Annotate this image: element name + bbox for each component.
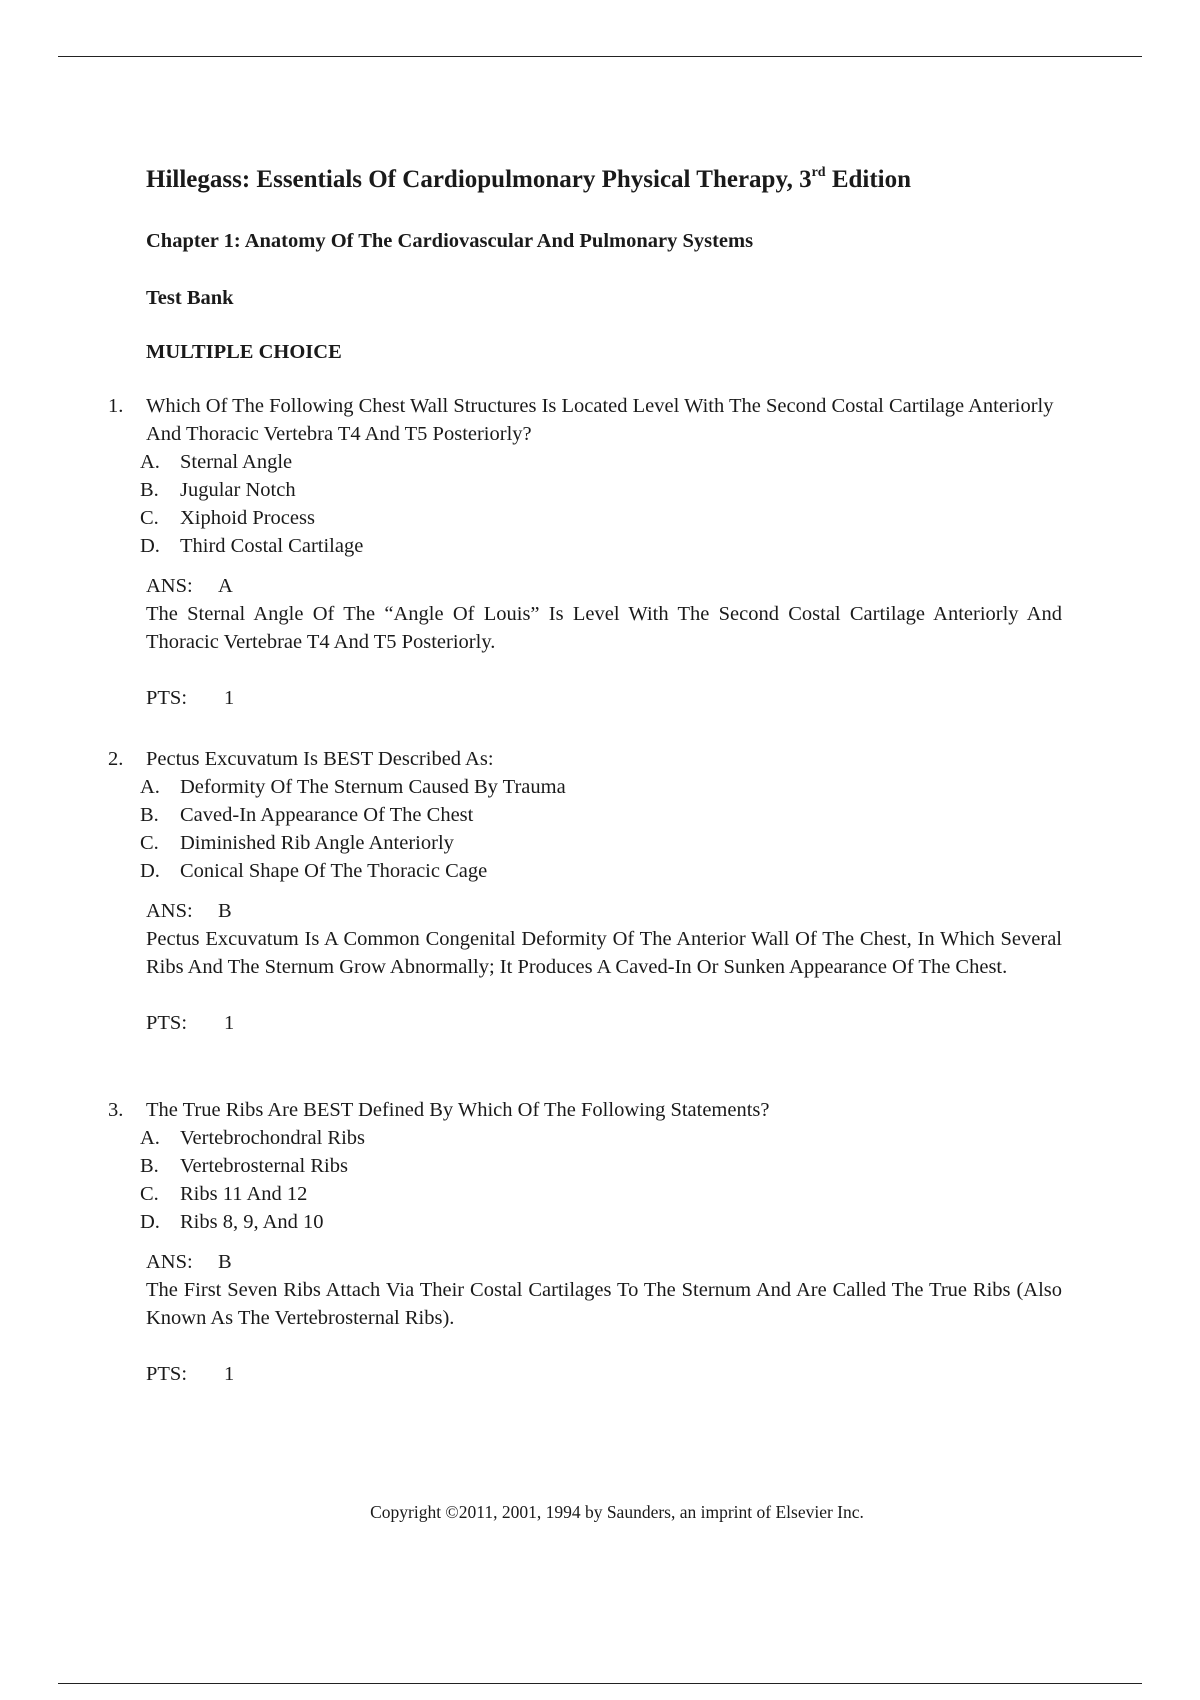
- option-b: [108, 1152, 1068, 1180]
- option-text: Xiphoid Process: [180, 507, 315, 529]
- points-label: PTS:: [146, 687, 188, 709]
- question-2: [108, 745, 1068, 1037]
- option-c: [108, 504, 1068, 532]
- option-b: [108, 801, 1068, 829]
- question-stem: [108, 745, 1058, 773]
- points-line: [146, 1009, 1068, 1037]
- question-number: 2.: [108, 748, 124, 770]
- option-letter: B.: [140, 479, 159, 501]
- option-text: Diminished Rib Angle Anteriorly: [180, 832, 454, 854]
- book-title-superscript: rd: [811, 165, 826, 180]
- question-stem: [108, 392, 1058, 448]
- option-c: [108, 1180, 1068, 1208]
- option-a: [108, 448, 1068, 476]
- answer-options: [108, 448, 1068, 560]
- answer-block: [108, 897, 1068, 1037]
- answer-block: [108, 1248, 1068, 1388]
- document-type: Test Bank: [146, 287, 234, 309]
- answer-rationale: The Sternal Angle Of The “Angle Of Louis” Is Level With The Second Costal Cartilage Anteriorly And Thoracic Vertebrae T4 And T5 Posteriorly.: [146, 603, 1062, 653]
- question-number: 1.: [108, 395, 124, 417]
- option-text: Third Costal Cartilage: [180, 535, 364, 557]
- option-text: Conical Shape Of The Thoracic Cage: [180, 860, 488, 882]
- answer-label: ANS:: [146, 1251, 193, 1273]
- points-value: 1: [224, 1363, 235, 1385]
- option-letter: C.: [140, 832, 159, 854]
- points-label: PTS:: [146, 1363, 188, 1385]
- answer-block: [108, 572, 1068, 712]
- option-letter: C.: [140, 507, 159, 529]
- question-text: The True Ribs Are BEST Defined By Which Of The Following Statements?: [146, 1099, 770, 1121]
- option-letter: D.: [140, 860, 160, 882]
- question-stem: [108, 1096, 1058, 1124]
- book-title-edition: Edition: [825, 166, 912, 193]
- option-letter: C.: [140, 1183, 159, 1205]
- answer-label: ANS:: [146, 900, 193, 922]
- answer-options: [108, 773, 1068, 885]
- option-c: [108, 829, 1068, 857]
- option-text: Vertebrochondral Ribs: [180, 1127, 366, 1149]
- answer-options: [108, 1124, 1068, 1236]
- top-rule: [58, 56, 1142, 57]
- answer-line: [146, 572, 1068, 600]
- answer-line: [146, 1248, 1068, 1276]
- option-text: Sternal Angle: [180, 451, 293, 473]
- answer-label: ANS:: [146, 575, 193, 597]
- answer-rationale: The First Seven Ribs Attach Via Their Costal Cartilages To The Sternum And Are Called The True Ribs (Also Known As The Vertebrosternal Ribs).: [146, 1279, 1062, 1329]
- answer-line: [146, 897, 1068, 925]
- option-letter: D.: [140, 1211, 160, 1233]
- section-heading: MULTIPLE CHOICE: [146, 341, 342, 363]
- question-3: [108, 1096, 1068, 1388]
- points-line: [146, 1360, 1068, 1388]
- option-text: Ribs 11 And 12: [180, 1183, 308, 1205]
- option-d: [108, 857, 1068, 885]
- answer-value: B: [218, 900, 232, 922]
- option-text: Caved-In Appearance Of The Chest: [180, 804, 474, 826]
- option-letter: A.: [140, 451, 160, 473]
- question-text: Which Of The Following Chest Wall Structures Is Located Level With The Second Costal Cartilage Anteriorly And Thoracic Vertebra T4 And T5 Posteriorly?: [146, 395, 1054, 445]
- option-d: [108, 1208, 1068, 1236]
- option-letter: B.: [140, 1155, 159, 1177]
- option-letter: B.: [140, 804, 159, 826]
- option-d: [108, 532, 1068, 560]
- points-label: PTS:: [146, 1012, 188, 1034]
- option-text: Jugular Notch: [180, 479, 296, 501]
- option-letter: D.: [140, 535, 160, 557]
- book-title-main: Hillegass: Essentials Of Cardiopulmonary Physical Therapy, 3: [146, 166, 812, 193]
- answer-value: A: [218, 575, 233, 597]
- question-number: 3.: [108, 1099, 124, 1121]
- option-text: Deformity Of The Sternum Caused By Trauma: [180, 776, 566, 798]
- question-text: Pectus Excuvatum Is BEST Described As:: [146, 748, 494, 770]
- option-a: [108, 1124, 1068, 1152]
- option-letter: A.: [140, 776, 160, 798]
- book-title: [146, 166, 911, 194]
- copyright-notice: Copyright ©2011, 2001, 1994 by Saunders, an imprint of Elsevier Inc.: [370, 1502, 864, 1522]
- answer-value: B: [218, 1251, 232, 1273]
- chapter-title: Chapter 1: Anatomy Of The Cardiovascular And Pulmonary Systems: [146, 230, 754, 252]
- points-value: 1: [224, 1012, 235, 1034]
- points-line: [146, 684, 1068, 712]
- answer-rationale: Pectus Excuvatum Is A Common Congenital Deformity Of The Anterior Wall Of The Chest, In Which Several Ribs And The Sternum Grow Abnormally; It Produces A Caved-In Or Sunken Appearance Of The Chest.: [146, 928, 1062, 978]
- points-value: 1: [224, 687, 235, 709]
- question-1: [108, 392, 1068, 712]
- option-letter: A.: [140, 1127, 160, 1149]
- option-b: [108, 476, 1068, 504]
- bottom-rule: [58, 1683, 1142, 1684]
- option-text: Ribs 8, 9, And 10: [180, 1211, 324, 1233]
- option-text: Vertebrosternal Ribs: [180, 1155, 348, 1177]
- option-a: [108, 773, 1068, 801]
